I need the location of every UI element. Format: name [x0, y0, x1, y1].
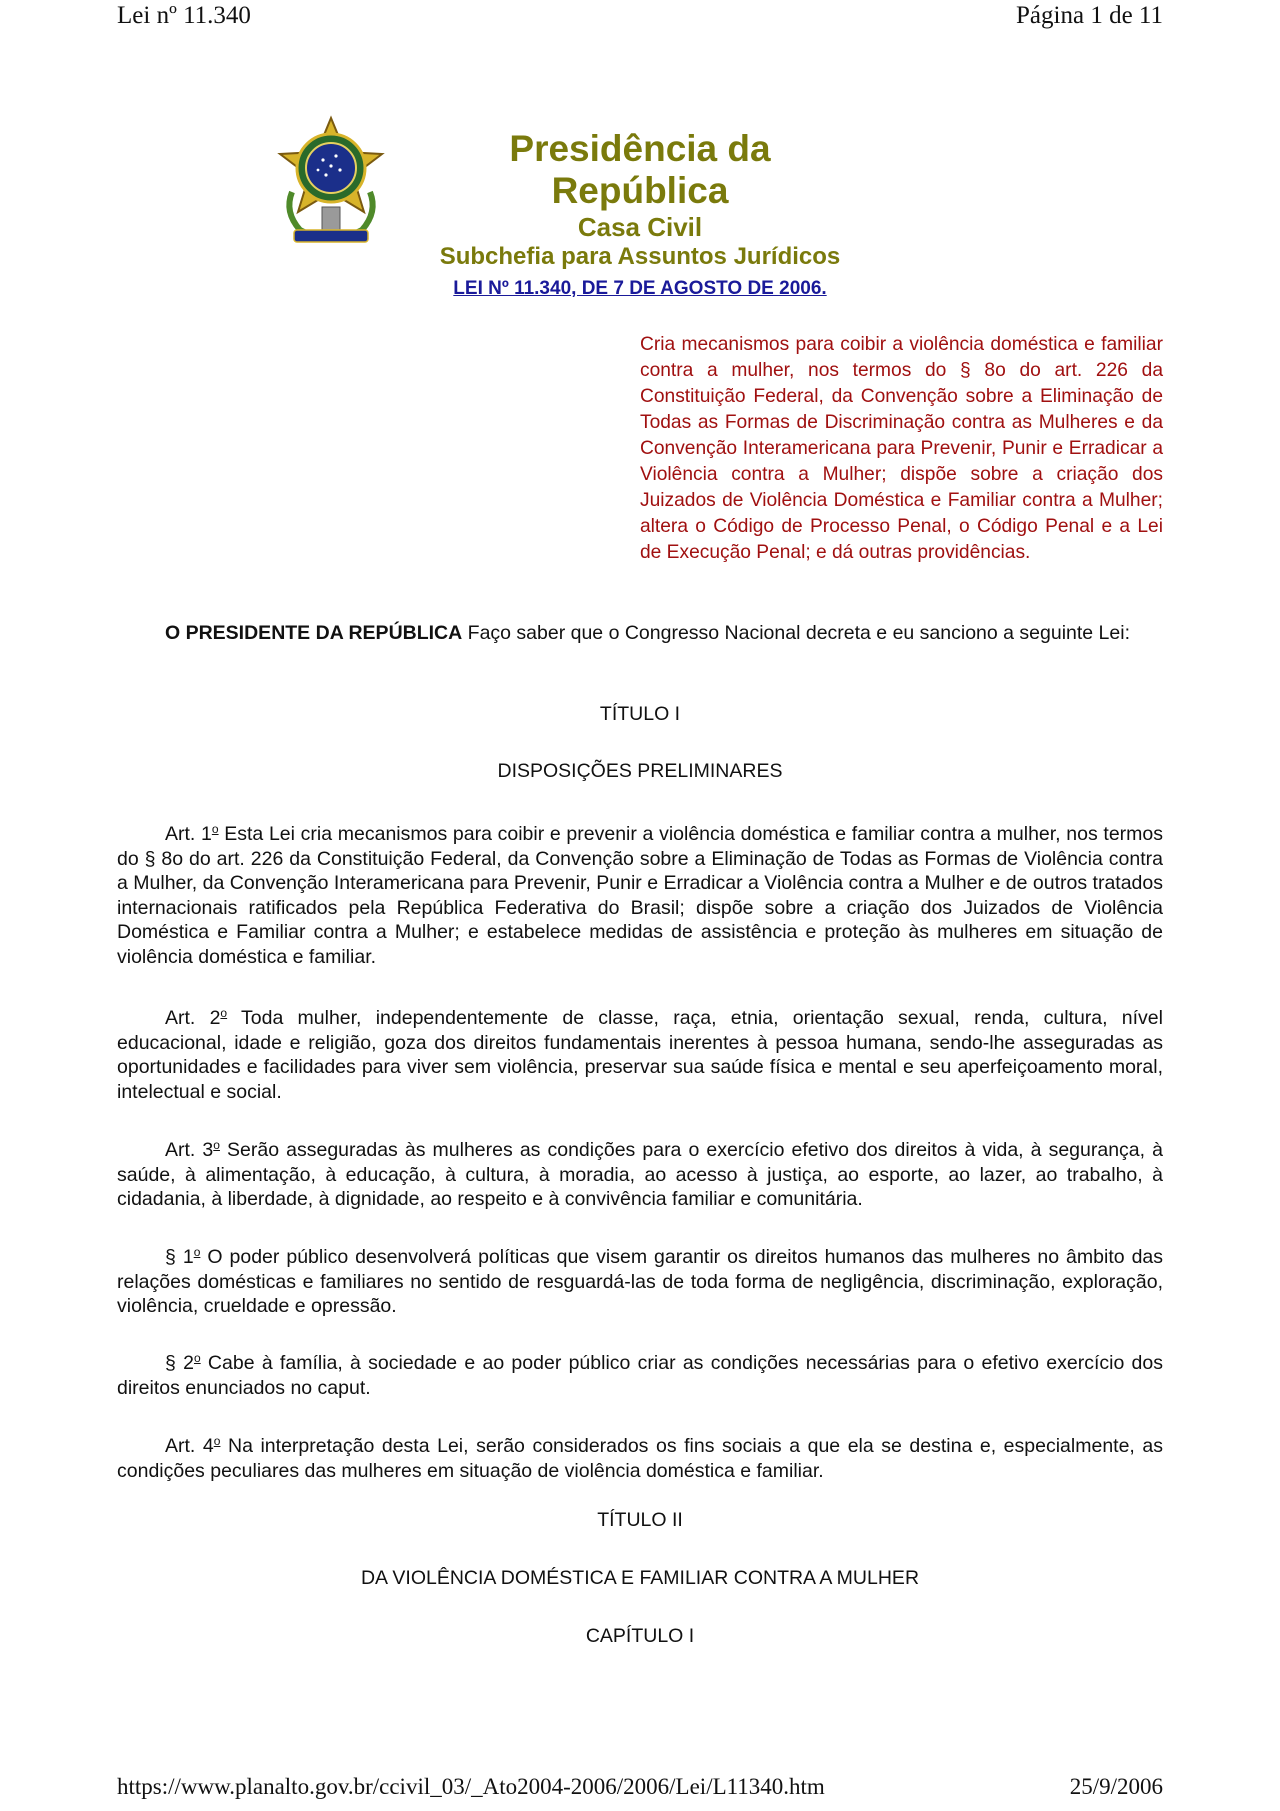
paragraph-1-mark: § 1	[165, 1246, 194, 1268]
ementa: Cria mecanismos para coibir a violência doméstica e familiar contra a mulher, nos termos do § 8o do art. 226 da Constituição Federal, da Convenção sobre a Eliminação de Todas as Formas de Discriminação contra as Mulheres e da Convenção Interamericana para Prevenir, Punir e Erradicar a Violência contra a Mulher; dispõe sobre a criação dos Juizados de Violência Doméstica e Familiar contra a Mulher; altera o Código de Processo Penal, o Código Penal e a Lei de Execução Penal; e dá outras providências.	[640, 334, 1163, 563]
title-2-name: DA VIOLÊNCIA DOMÉSTICA E FAMILIAR CONTRA A MULHER	[360, 1567, 920, 1589]
issuing-organization	[420, 128, 860, 272]
footer-url: https://www.planalto.gov.br/ccivil_03/_Ato2004-2006/2006/Lei/L11340.htm	[117, 1774, 825, 1799]
article-1-text: Esta Lei cria mecanismos para coibir e prevenir a violência doméstica e familiar contra a mulher, nos termos do § 8o do art. 226 da Constituição Federal, da Convenção sobre a Eliminação de Todas as Formas de Violência contra a Mulher, da Convenção Interamericana para Prevenir, Punir e Erradicar a Violência contra a Mulher e de outros tratados internacionais ratificados pela República Federativa do Brasil; dispõe sobre a criação dos Juizados de Violência Doméstica e Familiar contra a Mulher; e estabelece medidas de assistência e proteção às mulheres em situação de violência doméstica e familiar.	[117, 823, 1163, 968]
paragraph-2-mark: § 2	[165, 1352, 194, 1374]
org-subtitle2: Subchefia para Assuntos Jurídicos	[439, 243, 841, 270]
article-1-ordinal: o	[211, 822, 219, 836]
article-4-ordinal: o	[213, 1434, 221, 1448]
chapter-1: CAPÍTULO I	[585, 1625, 695, 1647]
header-law-number: Lei nº 11.340	[117, 2, 251, 29]
article-1	[117, 817, 1163, 969]
page-footer	[117, 1774, 1163, 1804]
article-2-ordinal: o	[220, 1006, 228, 1020]
title-1-name: DISPOSIÇÕES PRELIMINARES	[497, 760, 783, 782]
paragraph-1	[117, 1240, 1163, 1319]
article-1-mark: Art. 1	[165, 823, 212, 845]
article-3-text: Serão asseguradas às mulheres as condições para o exercício efetivo dos direitos à vida, à segurança, à saúde, à alimentação, à educação, à cultura, à moradia, ao acesso à justiça, ao esporte, ao lazer, ao trabalho, à cidadania, à liberdade, à dignidade, ao respeito e à convivência familiar e comunitária.	[117, 1139, 1163, 1210]
article-2-mark: Art. 2	[165, 1007, 221, 1029]
article-4	[117, 1429, 1163, 1483]
page-header	[117, 2, 1163, 32]
preamble-lead: O PRESIDENTE DA REPÚBLICA	[165, 622, 463, 644]
article-3-mark: Art. 3	[165, 1139, 214, 1161]
preamble-text: Faço saber que o Congresso Nacional decreta e eu sanciono a seguinte Lei:	[462, 622, 1130, 644]
article-2	[117, 1001, 1163, 1104]
title-2: TÍTULO II	[597, 1509, 683, 1531]
paragraph-2-text: Cabe à família, à sociedade e ao poder público criar as condições necessárias para o efetivo exercício dos direitos enunciados no caput.	[117, 1352, 1163, 1399]
org-title: Presidência da República	[509, 128, 771, 211]
preamble	[117, 621, 1163, 646]
paragraph-2	[117, 1346, 1163, 1400]
title-1: TÍTULO I	[599, 703, 681, 725]
article-3	[117, 1133, 1163, 1212]
law-title[interactable]	[117, 278, 1163, 300]
article-4-mark: Art. 4	[165, 1435, 214, 1457]
article-3-ordinal: o	[213, 1138, 220, 1152]
paragraph-1-text: O poder público desenvolverá políticas que visem garantir os direitos humanos das mulheres no âmbito das relações domésticas e familiares no sentido de resguardá-las de toda forma de negligência, discriminação, exploração, violência, crueldade e opressão.	[117, 1246, 1164, 1317]
article-4-text: Na interpretação desta Lei, serão considerados os fins sociais a que ela se destina e, especialmente, as condições peculiares das mulheres em situação de violência doméstica e familiar.	[117, 1435, 1163, 1482]
paragraph-2-ordinal: o	[193, 1351, 201, 1365]
article-2-text: Toda mulher, independentemente de classe, raça, etnia, orientação sexual, renda, cultura, nível educacional, idade e religião, goza dos direitos fundamentais inerentes à pessoa humana, sendo-lhe asseguradas as oportunidades e facilidades para viver sem violência, preservar sua saúde física e mental e seu aperfeiçoamento moral, intelectual e social.	[117, 1007, 1163, 1103]
law-title-link[interactable]: LEI Nº 11.340, DE 7 DE AGOSTO DE 2006.	[453, 278, 827, 299]
footer-date: 25/9/2006	[1069, 1774, 1163, 1799]
coat-of-arms-icon	[270, 112, 392, 250]
org-subtitle: Casa Civil	[577, 212, 703, 242]
header-page-number: Página 1 de 11	[1016, 2, 1163, 29]
paragraph-1-ordinal: o	[193, 1245, 201, 1259]
